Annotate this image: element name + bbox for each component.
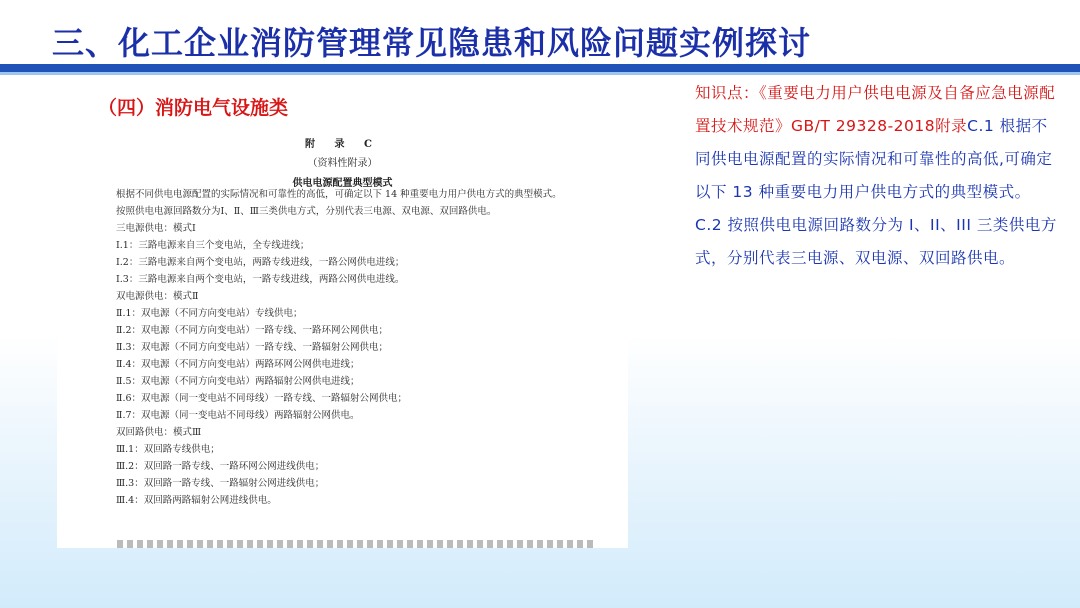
knowledge-note-body: C.1 根据不同供电电源配置的实际情况和可靠性的高低,可确定以下 13 种重要电力用户供电方式的典型模式。C.2 按照供电电源回路数分为 I、II、III 三类供电方式，分别代表三电源、双电源、双回路供电。 [695,117,1057,267]
document-line: Ⅱ.1：双电源（不同方向变电站）专线供电； [116,308,303,319]
document-line: Ⅱ.7：双电源（同一变电站不同母线）两路辐射公网供电。 [116,410,360,421]
document-line: Ⅱ.3：双电源（不同方向变电站）一路专线、一路辐射公网供电； [116,342,389,353]
document-intro: 根据不同供电电源配置的实际情况和可靠性的高低，可确定以下 14 种重要电力用户供电方式的典型模式。 [116,189,562,200]
scanned-document-image [57,120,628,548]
document-line: Ⅲ.1：双回路专线供电； [116,444,220,455]
appendix-title: 附 录 C [305,139,380,150]
document-line: 按照供电电源回路数分为Ⅰ、Ⅱ、Ⅲ三类供电方式，分别代表三电源、双电源、双回路供电。 [116,206,497,217]
document-line: Ⅲ.4：双回路两路辐射公网进线供电。 [116,495,277,506]
truncated-text-edge [117,540,597,548]
document-line: 双电源供电：模式Ⅱ [116,291,199,302]
document-line: Ⅰ.3：三路电源来自两个变电站，一路专线进线，两路公网供电进线。 [116,274,405,285]
appendix-heading: 供电电源配置典型模式 [292,178,393,189]
knowledge-note [695,77,1057,275]
document-line: 三电源供电：模式Ⅰ [116,223,196,234]
page-title: 三、化工企业消防管理常见隐患和风险问题实例探讨 [52,24,812,62]
appendix-subtitle: （资料性附录） [307,158,378,169]
knowledge-note-source: 知识点：《重要电力用户供电电源及自备应急电源配置技术规范》GB/T 29328-2018附录 [695,84,1056,135]
document-body [96,186,616,509]
document-line: Ⅲ.3：双回路一路专线、一路辐射公网进线供电； [116,478,325,489]
document-line: Ⅱ.6：双电源（同一变电站不同母线）一路专线、一路辐射公网供电； [116,393,408,404]
document-line: 双回路供电：模式Ⅲ [116,427,202,438]
document-line: Ⅱ.4：双电源（不同方向变电站）两路环网公网供电进线； [116,359,360,370]
document-line: Ⅲ.2：双回路一路专线、一路环网公网进线供电； [116,461,325,472]
document-line: Ⅱ.2：双电源（不同方向变电站）一路专线、一路环网公网供电； [116,325,389,336]
title-underline-bar [0,64,1080,72]
section-heading: （四）消防电气设施类 [98,97,289,119]
title-underline-accent [0,72,1080,75]
document-line: Ⅰ.1：三路电源来自三个变电站，全专线进线； [116,240,310,251]
document-line: Ⅰ.2：三路电源来自两个变电站，两路专线进线，一路公网供电进线； [116,257,405,268]
document-line: Ⅱ.5：双电源（不同方向变电站）两路辐射公网供电进线； [116,376,360,387]
